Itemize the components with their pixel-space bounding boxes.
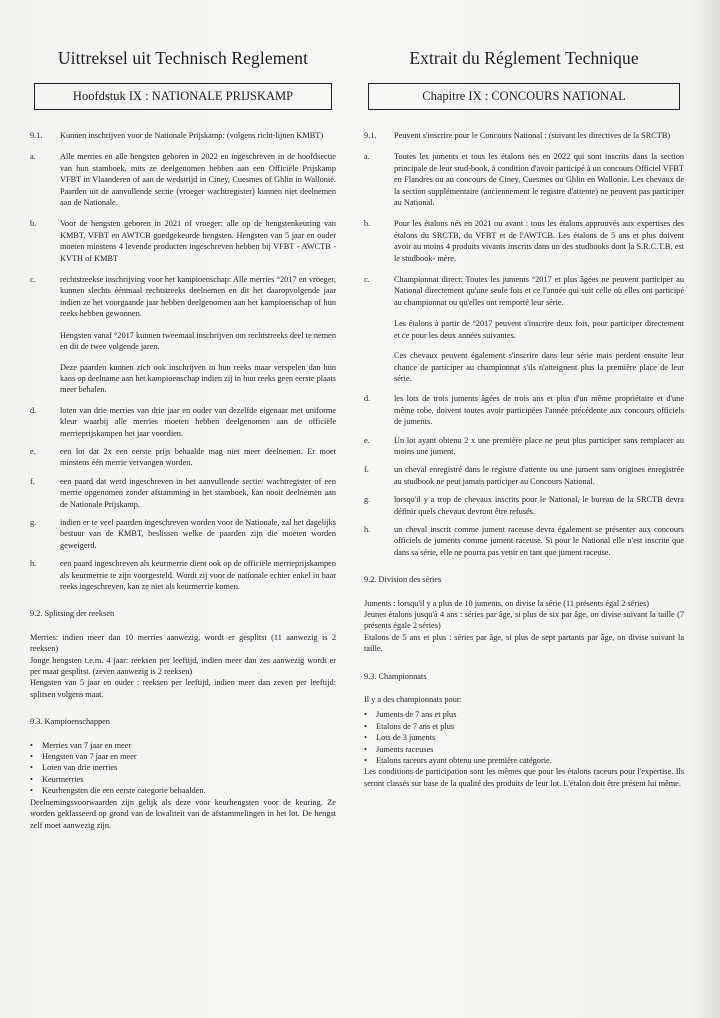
french-section-9-1: 9.1. Peuvent s'inscrire pour le Concours National : (suivant les directives de la SRCTB) (364, 131, 671, 140)
list-item: • Loten van drie merries (30, 762, 336, 773)
dutch-item-c-para-1: Hengsten vanaf °2017 kunnen tweemaal inschrijven om rechtstreeks deel te nemen en dit de twee volgende jaren. (60, 330, 336, 352)
dutch-item-g: g. indien er te veel paarden ingeschreven worden voor de Nationale, zal het dagelijks bestuur van de KMBT, beslissen welke de paarden zijn die moeten worden geweigerd. (30, 517, 336, 550)
page-edge-shadow (692, 0, 720, 1018)
french-item-c: c. Championnat direct: Toutes les juments °2017 et plus âgées ne peuvent participer au National directement qu'une seule fois et ce l'année qui suit celle où elles ont participé au championnat ou qu'elles ont remporté leur série. (364, 275, 684, 307)
dutch-chapter-box: Hoofdstuk IX : NATIONALE PRIJSKAMP (34, 83, 332, 110)
french-9-3-intro: Il y a des championnats pour: (364, 695, 462, 705)
french-item-b: b. Pour les étalons nés en 2021 ou avant : tous les étalons approuvés aux expertises des étalons du SRCTB, du VFBT et de l'AWTCB. Les étalons de 5 ans et plus doivent avoir au moins 4 produits vivants inscrits dans un des studbooks dont la S.R.C.T.B. est le studbook- mère. (364, 219, 684, 263)
dutch-item-d: d. loten van drie merries van drie jaar en ouder van dezelfde eigenaar met uniforme kleur waarbij alle merries moeten hebben deelgenomen aan de officiële merrieprijskampen het jaar voordien. (30, 405, 336, 438)
list-item: • Merries van 7 jaar en meer (30, 740, 336, 751)
dutch-column (30, 44, 336, 831)
dutch-item-h: h. een paard ingeschreven als keurmerrie dient ook op de officiële merrieprijskampen als keurmerrie te zijn voorgesteld. Wordt zij voor de nationale echter enkel in haar reeks ingeschreven, kan ze niet als keurmerrie komen. (30, 559, 336, 591)
french-item-e: e. Un lot ayant obtenu 2 x une première place ne peut plus participer sans remplacer au moins une jument. (364, 435, 684, 456)
dutch-title: Uittreksel uit Technisch Reglement (57, 48, 309, 68)
french-item-a: a. Toutes les juments et tous les étalons nés en 2022 qui sont inscrits dans la section principale de leur stud-book, à condition d'avoir participé à un concours Officiel VFBT en Flandres ou au concours de Ciney, Cuesmes ou Ghlin en Wallonie. Les chevaux de la section supplémentaire (anciennement le registre d'attente) ne peuvent pas participer au National. (364, 152, 684, 208)
dutch-championship-list (30, 740, 336, 797)
dutch-item-e: e. een lot dat 2x een eerste prijs behaalde mag niet meer deelnemen. Er moet minstens één merrie vervangen worden. (30, 446, 336, 468)
dutch-item-c: c. rechtstreekse inschrijving voor het kampioenschap: Alle merries °2017 en vroeger, kunnen slechts éénmaal rechtstreeks deelnemen en dit het daaropvolgende jaar indien ze het voorgaande jaar hebben deelgenomen aan het kampioenschap of hun reeks hebben gewonnen. (30, 275, 336, 319)
french-9-3-closing: Les conditions de participation sont les mêmes que pour les étalons raceurs pour l'expertise. Ils seront classés sur base de la qualité des produits de leur lot. L'étalon doit être présent lui même. (364, 767, 684, 788)
dutch-9-2-line-2: Jonge hengsten t.e.m. 4 jaar: reeksen per leeftijd, indien meer dan zes aanwezig wordt er per maat gesplitst. (zeven aanwezig is 2 reeksen) (30, 655, 336, 677)
list-item: • Lots de 3 juments (364, 732, 684, 743)
french-chapter-box: Chapitre IX : CONCOURS NATIONAL (368, 83, 680, 110)
french-item-h: h. un cheval inscrit comme jument raceuse devra également se présenter aux concours officiels de juments comme jument raceuse. Si pour le National elle n'est inscrite que dans sa série, elle ne pourra pas venir en tant que jument raceuse. (364, 524, 684, 557)
dutch-section-9-3-heading: 9.3. Kampioenschappen (30, 717, 110, 727)
list-item: • Etalons de 7 ans et plus (364, 721, 684, 732)
french-championship-list (364, 709, 684, 766)
dutch-9-2-line-3: Hengsten van 5 jaar en ouder : reeksen per leeftijd, indien meer dan zeven per leeftijd: splitsen volgens maat. (30, 678, 336, 699)
dutch-section-9-2-heading: 9.2. Splitsing der reeksen (30, 609, 115, 619)
dutch-item-a: a. Alle merries en alle hengsten geboren in 2022 en ingeschreven in de hoofdsectie van hun stamboek, mits ze deelgenomen hebben aan een Officiële Prijskamp VFBT in Vlaanderen of aan de wedstrijd in Ciney, Cuesmes of Ghlin in Wallonië. Paarden uit de aanvullende sectie (vroeger wachtregister) kunnen niet deelnemen aan de Nationale. (30, 152, 336, 208)
list-item: • Keurmerries (30, 774, 336, 785)
dutch-body (30, 130, 336, 831)
french-9-2-line-1: Juments : lorsqu'il y a plus de 10 juments, on divise la série (11 présents égal 2 séries) (364, 598, 650, 608)
dutch-9-3-closing: Deelnemingsvoorwaarden zijn gelijk als deze voor keurhengsten voor de keuring. Ze worden geklasseerd op grond van de kwaliteit van de afstammelingen in het lot. De hengst zelf moet aanwezig zijn. (30, 797, 336, 830)
list-item: • Keurhengsten die een eerste categorie behaalden. (30, 785, 336, 796)
french-column (364, 44, 684, 789)
french-section-9-2-heading: 9.2. Division des séries (364, 575, 442, 585)
dutch-section-9-1: 9.1. Kunnen inschrijven voor de Nationale Prijskamp: (volgens richt-lijnen KMBT) (30, 131, 324, 140)
dutch-item-c-para-2: Deze paarden kunnen zich ook inschrijven in hun reeks maar verspelen dan hun kans op deelname aan het kampioenschap indien zij in hun reeks geen eerste plaats meer behalen. (60, 362, 336, 395)
french-item-f: f. un cheval enregistré dans le registre d'attente ou une jument sans origines enregistrée au studbook ne peut jamais participer au Concours National. (364, 465, 684, 486)
french-item-c-para-1: Les étalons à partir de °2017 peuvent s'inscrire deux fois, pour participer directement et ce pour les deux années suivantes. (394, 319, 684, 340)
french-9-2-line-2: Jeunes étalons jusqu'à 4 ans : séries par âge, si plus de six par âge, on divise suivant la taille (7 présents égale 2 séries) (364, 610, 684, 631)
french-item-c-para-2: Ces chevaux peuvent également s'inscrire dans leur série mais perdent ensuite leur chance de participer au championnat s'ils n'atteignent plus la première place de leur série. (394, 351, 684, 383)
list-item: • Etalons raceurs ayant obtenu une première catégorie. (364, 755, 684, 766)
dutch-item-f: f. een paard dat werd ingeschreven in het aanvullende sectie/ wachtregister of een merrie opgenomen zonder afstamming in het stamboek, kan nooit deelnemen aan de Nationale Prijskamp. (30, 476, 336, 509)
list-item: • Hengsten van 7 jaar en meer (30, 751, 336, 762)
dutch-9-2-line-1: Merries: indien meer dan 10 merries aanwezig, wordt er gesplitst (11 aanwezig is 2 reeksen) (30, 632, 336, 654)
list-item: • Juments de 7 ans et plus (364, 709, 684, 720)
french-body (364, 130, 684, 789)
french-item-g: g. lorsqu'il y a trop de chevaux inscrits pour le National, le bureau de la SRCTB devra définir quels chevaux devront être refusés. (364, 495, 684, 516)
french-item-d: d. les lots de trois juments âgées de trois ans et plus d'un même propriétaire et d'une même robe, doivent toutes avoir participées l'année précédente aux concours officiels de juments. (364, 394, 684, 427)
dutch-item-b: b. Voor de hengsten geboren in 2021 of vroeger: alle op de hengstenkeuring van KMBT, VFBT en AWTCB goedgekeurde hengsten. Hengsten van 5 jaar en ouder moeten minstens 4 levende producten ingeschreven hebben bij VFBT - AWCTB - KVTH of KMBT (30, 219, 336, 263)
french-title: Extrait du Réglement Technique (409, 48, 639, 68)
french-9-2-line-3: Etalons de 5 ans et plus : séries par âge, si plus de sept partants par âge, on divise suivant la taille. (364, 632, 684, 654)
list-item: • Juments raceuses (364, 744, 684, 755)
french-section-9-3-heading: 9.3. Championnats (364, 671, 427, 681)
